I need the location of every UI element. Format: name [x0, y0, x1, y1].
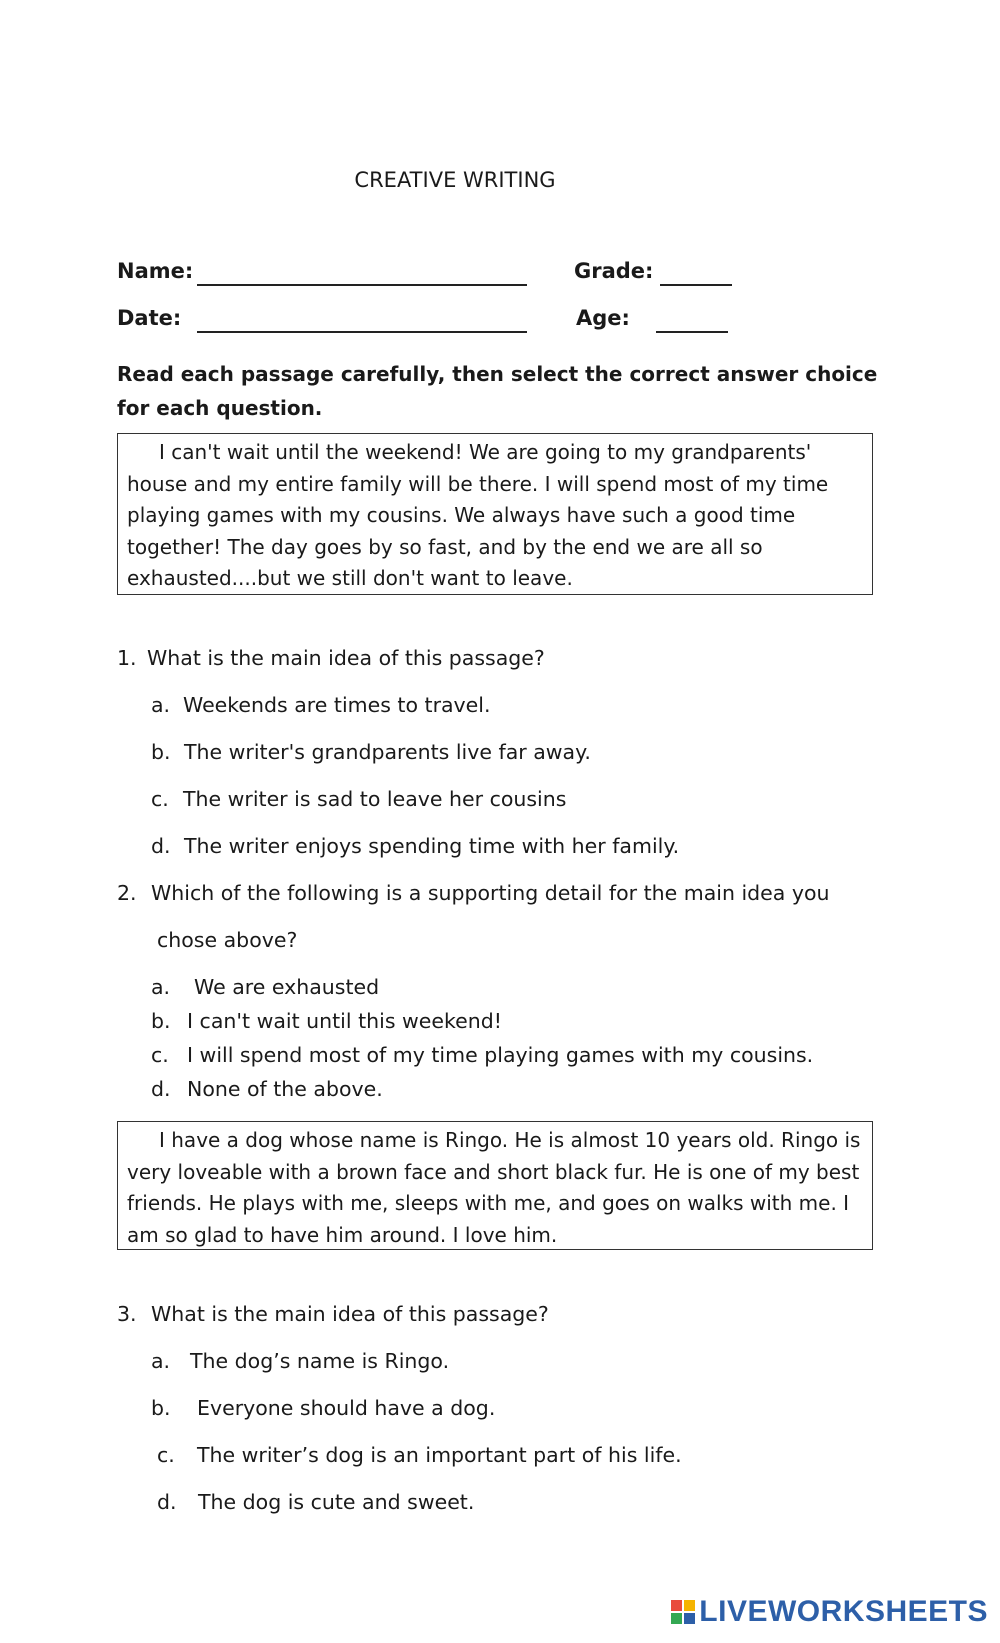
question-text-continued: chose above? — [157, 928, 298, 952]
date-field[interactable] — [197, 331, 527, 333]
question-text: Which of the following is a supporting detail for the main idea you — [151, 881, 830, 905]
answer-option[interactable]: I will spend most of my time playing games with my cousins. — [187, 1043, 814, 1067]
answer-option[interactable]: None of the above. — [187, 1077, 383, 1101]
question-text: What is the main idea of this passage? — [151, 1302, 549, 1326]
answer-option[interactable]: I can't wait until this weekend! — [187, 1009, 502, 1033]
answer-option[interactable]: Everyone should have a dog. — [197, 1396, 496, 1420]
answer-option[interactable]: The writer’s dog is an important part of his life. — [197, 1443, 682, 1467]
page-title: CREATIVE WRITING — [354, 168, 556, 192]
option-letter[interactable]: d. — [151, 1077, 171, 1101]
liveworksheets-logo — [671, 1595, 988, 1629]
passage-box — [117, 433, 873, 595]
answer-option[interactable]: The writer's grandparents live far away. — [184, 740, 591, 764]
option-letter[interactable]: b. — [151, 740, 171, 764]
answer-option[interactable]: The writer is sad to leave her cousins — [183, 787, 567, 811]
option-letter[interactable]: d. — [157, 1490, 177, 1514]
question-number: 1. — [117, 646, 137, 670]
question-text: What is the main idea of this passage? — [147, 646, 545, 670]
question-number: 2. — [117, 881, 137, 905]
question-number: 3. — [117, 1302, 137, 1326]
answer-option[interactable]: The dog’s name is Ringo. — [190, 1349, 450, 1373]
grade-label: Grade: — [574, 259, 654, 283]
age-field[interactable] — [656, 331, 728, 333]
answer-option[interactable]: We are exhausted — [194, 975, 380, 999]
passage-text: I can't wait until the weekend! We are going to my grandparents' house and my entire family will be there. I will spend most of my time playing games with my cousins. We always have such a good time together! The day goes by so fast, and by the end we are all so exhausted....but we still don't want to leave. — [127, 440, 829, 590]
option-letter[interactable]: d. — [151, 834, 171, 858]
option-letter[interactable]: b. — [151, 1009, 171, 1033]
option-letter[interactable]: b. — [151, 1396, 171, 1420]
date-label: Date: — [117, 306, 182, 330]
age-label: Age: — [576, 306, 630, 330]
passage-text: I have a dog whose name is Ringo. He is almost 10 years old. Ringo is very loveable with a brown face and short black fur. He is one of my best friends. He plays with me, sleeps with me, and goes on walks with me. I am so glad to have him around. I love him. — [127, 1128, 861, 1247]
grade-field[interactable] — [660, 284, 732, 286]
logo-blocks-icon — [671, 1600, 695, 1624]
option-letter[interactable]: a. — [151, 693, 171, 717]
option-letter[interactable]: c. — [151, 787, 169, 811]
name-field[interactable] — [197, 284, 527, 286]
option-letter[interactable]: a. — [151, 975, 171, 999]
name-label: Name: — [117, 259, 194, 283]
option-letter[interactable]: c. — [151, 1043, 169, 1067]
answer-option[interactable]: The dog is cute and sweet. — [198, 1490, 475, 1514]
answer-option[interactable]: The writer enjoys spending time with her family. — [184, 834, 680, 858]
passage-box — [117, 1121, 873, 1250]
logo-text: LIVEWORKSHEETS — [699, 1595, 988, 1628]
option-letter[interactable]: c. — [157, 1443, 175, 1467]
option-letter[interactable]: a. — [151, 1349, 171, 1373]
instructions: Read each passage carefully, then select the correct answer choice for each question. — [117, 362, 878, 420]
answer-option[interactable]: Weekends are times to travel. — [183, 693, 491, 717]
